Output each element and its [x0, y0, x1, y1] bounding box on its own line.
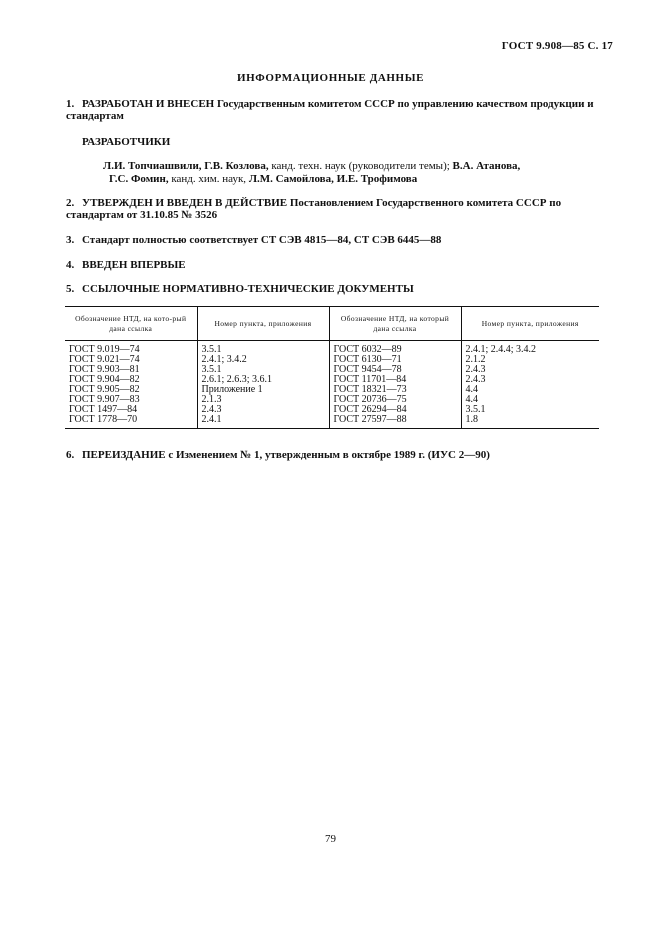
table-row: [65, 341, 599, 356]
section-1: [66, 98, 606, 122]
table-cell: ГОСТ 20736—75: [329, 395, 461, 405]
developers-heading: РАЗРАБОТЧИКИ: [82, 136, 171, 148]
section-3: [66, 234, 606, 246]
table-cell: 1.8: [461, 415, 599, 429]
reference-documents-table: [65, 306, 599, 429]
section-1-text: РАЗРАБОТАН И ВНЕСЕН Государственным комитетом СССР по управлению качеством продукции и стандартам: [66, 98, 594, 122]
table-row: [65, 405, 599, 415]
table-cell: ГОСТ 9.019—74: [69, 344, 140, 355]
section-2: [66, 197, 606, 221]
table-cell: 3.5.1: [197, 341, 329, 356]
column-header: Номер пункта, приложения: [461, 307, 599, 341]
table-cell: 2.4.1: [197, 415, 329, 429]
table-cell: ГОСТ 9454—78: [329, 365, 461, 375]
section-4: [66, 259, 606, 271]
page-number: 79: [325, 833, 336, 845]
section-6: [66, 449, 606, 461]
developer-names-2: В.А. Атанова,: [452, 160, 521, 172]
table-cell: ГОСТ 11701—84: [329, 375, 461, 385]
table-cell: 4.4: [461, 385, 599, 395]
table-cell: 2.4.3: [461, 365, 599, 375]
page-header: ГОСТ 9.908—85 С. 17: [501, 40, 613, 52]
developer-names-3: Г.С. Фомин,: [109, 173, 169, 185]
table-cell: 2.4.3: [461, 375, 599, 385]
table-cell: 2.6.1; 2.6.3; 3.6.1: [197, 375, 329, 385]
table-cell: ГОСТ 9.905—82: [69, 384, 140, 395]
table-row: [65, 385, 599, 395]
section-4-text: ВВЕДЕН ВПЕРВЫЕ: [82, 259, 186, 271]
developer-degree-2: канд. хим. наук,: [168, 173, 249, 185]
section-6-number: 6.: [66, 449, 75, 461]
section-5-number: 5.: [66, 283, 75, 295]
table-cell: ГОСТ 9.907—83: [69, 394, 140, 405]
section-3-text: Стандарт полностью соответствует СТ СЭВ 4815—84, СТ СЭВ 6445—88: [82, 234, 442, 246]
developer-names-4: Л.М. Самойлова, И.Е. Трофимова: [248, 173, 418, 185]
table-cell: ГОСТ 1497—84: [69, 404, 138, 415]
section-3-number: 3.: [66, 234, 75, 246]
section-5: [66, 283, 606, 295]
section-2-number: 2.: [66, 197, 75, 209]
table-cell: 3.5.1: [461, 405, 599, 415]
table-cell: Приложение 1: [197, 385, 329, 395]
table-header-row: [65, 307, 599, 341]
table-row: [65, 365, 599, 375]
column-header: Обозначение НТД, на который дана ссылка: [329, 307, 461, 341]
section-2-bold: УТВЕРЖДЕН И ВВЕДЕН В ДЕЙСТВИЕ: [82, 197, 288, 209]
section-4-number: 4.: [66, 259, 75, 271]
table-cell: ГОСТ 26294—84: [329, 405, 461, 415]
table-cell: 2.4.1; 3.4.2: [197, 355, 329, 365]
table-cell: ГОСТ 18321—73: [329, 385, 461, 395]
table-cell: 2.1.3: [197, 395, 329, 405]
table-cell: ГОСТ 6032—89: [329, 341, 461, 356]
developers-list: [103, 160, 603, 186]
section-2-text: Постановлением Государственного комитета СССР по стандартам от 31.10.85 № 3526: [66, 197, 562, 221]
table-row: [65, 375, 599, 385]
developer-degree-1: канд. техн. наук (руководители темы);: [268, 160, 453, 172]
table-cell: ГОСТ 9.904—82: [69, 374, 140, 385]
section-6-text: ПЕРЕИЗДАНИЕ с Изменением № 1, утвержденным в октябре 1989 г. (ИУС 2—90): [82, 449, 490, 461]
document-title: ИНФОРМАЦИОННЫЕ ДАННЫЕ: [236, 72, 425, 84]
table-cell: ГОСТ 6130—71: [329, 355, 461, 365]
column-header: Обозначение НТД, на кото-рый дана ссылка: [65, 307, 197, 341]
developer-names-1: Л.И. Топчиашвили, Г.В. Козлова,: [103, 160, 269, 172]
table-cell: ГОСТ 9.021—74: [69, 354, 140, 365]
table-row: [65, 395, 599, 405]
table-cell: ГОСТ 1778—70: [69, 414, 138, 425]
table-cell: 3.5.1: [197, 365, 329, 375]
section-1-number: 1.: [66, 98, 75, 110]
table-cell: 2.4.1; 2.4.4; 3.4.2: [461, 341, 599, 356]
table-row: [65, 415, 599, 429]
table-cell: 2.1.2: [461, 355, 599, 365]
column-header: Номер пункта, приложения: [197, 307, 329, 341]
section-5-text: ССЫЛОЧНЫЕ НОРМАТИВНО-ТЕХНИЧЕСКИЕ ДОКУМЕНТЫ: [82, 283, 414, 295]
table-cell: ГОСТ 27597—88: [329, 415, 461, 429]
table-cell: 4.4: [461, 395, 599, 405]
table-cell: 2.4.3: [197, 405, 329, 415]
table-row: [65, 355, 599, 365]
table-cell: ГОСТ 9.903—81: [69, 364, 140, 375]
